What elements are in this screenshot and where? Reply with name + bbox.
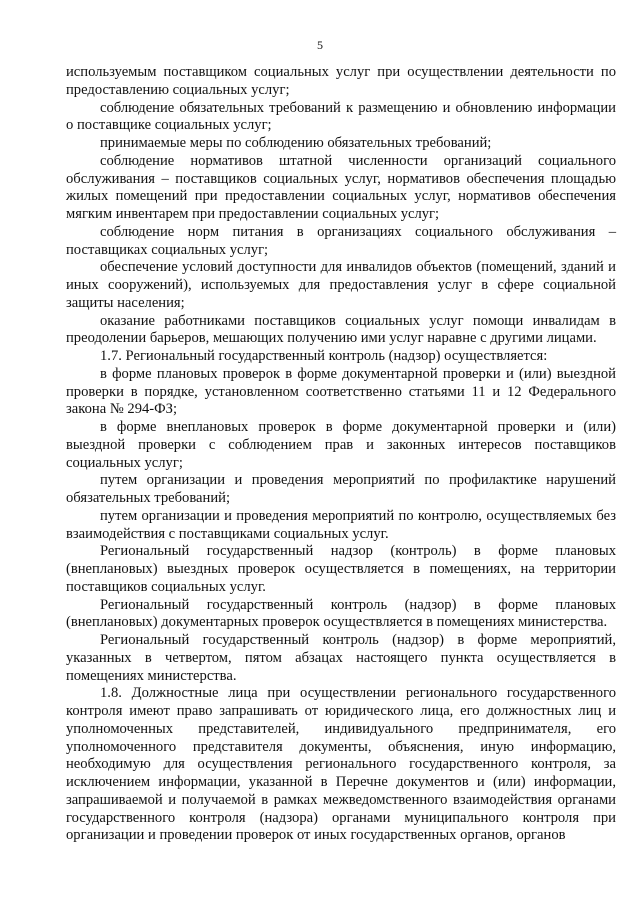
paragraph: обеспечение условий доступности для инвалидов объектов (помещений, зданий и иных сооружений), используемых для предоставления услуг в сфере социальной защиты населения; bbox=[66, 259, 616, 311]
paragraph: принимаемые меры по соблюдению обязательных требований; bbox=[100, 135, 492, 151]
paragraph: соблюдение нормативов штатной численности организаций социального обслуживания – поставщиков социальных услуг, нормативов обеспечения площадью жилых помещений при предоставлении социальных услуг, нормативов обеспечения мягким инвентарем при предоставлении социальных услуг; bbox=[66, 152, 616, 222]
page-number: 5 bbox=[317, 38, 323, 52]
paragraph: соблюдение норм питания в организациях социального обслуживания – поставщиках социальных услуг; bbox=[66, 223, 616, 258]
paragraph: Региональный государственный надзор (контроль) в форме плановых (внеплановых) выездных проверок осуществляется в помещениях, на территории поставщиков социальных услуг. bbox=[66, 543, 616, 595]
document-body bbox=[66, 64, 616, 845]
paragraph-continuation: используемым поставщиком социальных услуг при осуществлении деятельности по предоставлению социальных услуг; bbox=[66, 64, 616, 98]
paragraph: в форме плановых проверок в форме документарной проверки и (или) выездной проверки в порядке, установленном соответственно статьями 11 и 12 Федерального закона № 294-ФЗ; bbox=[66, 365, 616, 418]
paragraph: оказание работниками поставщиков социальных услуг помощи инвалидам в преодолении барьеров, мешающих получению ими услуг наравне с другими лицами. bbox=[66, 312, 616, 347]
section-1-8-paragraph: 1.8. Должностные лица при осуществлении регионального государственного контроля имеют право запрашивать от юридического лица, его должностных лиц и уполномоченных представителей, индивидуального предпринимателя, его уполномоченного представителя документы, объяснения, иную информацию, необходимую для осуществления регионального государственного контроля, за исключением информации, указанной в Перечне документов и (или) информации, запрашиваемой и получаемой в рамках межведомственного взаимодействия органами государственного контроля (надзора) органами муниципального контроля при организации и проведении проверок от иных государственных органов, органов bbox=[66, 685, 616, 844]
section-heading-1-7: 1.7. Региональный государственный контроль (надзор) осуществляется: bbox=[100, 348, 548, 364]
paragraph: путем организации и проведения мероприятий по профилактике нарушений обязательных требований; bbox=[66, 472, 616, 506]
paragraph: Региональный государственный контроль (надзор) в форме мероприятий, указанных в четвертом, пятом абзацах настоящего пункта осуществляется в помещениях министерства. bbox=[66, 632, 616, 684]
paragraph: соблюдение обязательных требований к размещению и обновлению информации о поставщике социальных услуг; bbox=[66, 99, 616, 134]
paragraph: путем организации и проведения мероприятий по контролю, осуществляемых без взаимодействия с поставщиками социальных услуг. bbox=[66, 507, 616, 542]
paragraph: в форме внеплановых проверок в форме документарной проверки и (или) выездной проверки с соблюдением прав и законных интересов поставщиков социальных услуг; bbox=[66, 419, 616, 471]
paragraph: Региональный государственный контроль (надзор) в форме плановых (внеплановых) документарных проверок осуществляется в помещениях министерства. bbox=[66, 596, 616, 631]
